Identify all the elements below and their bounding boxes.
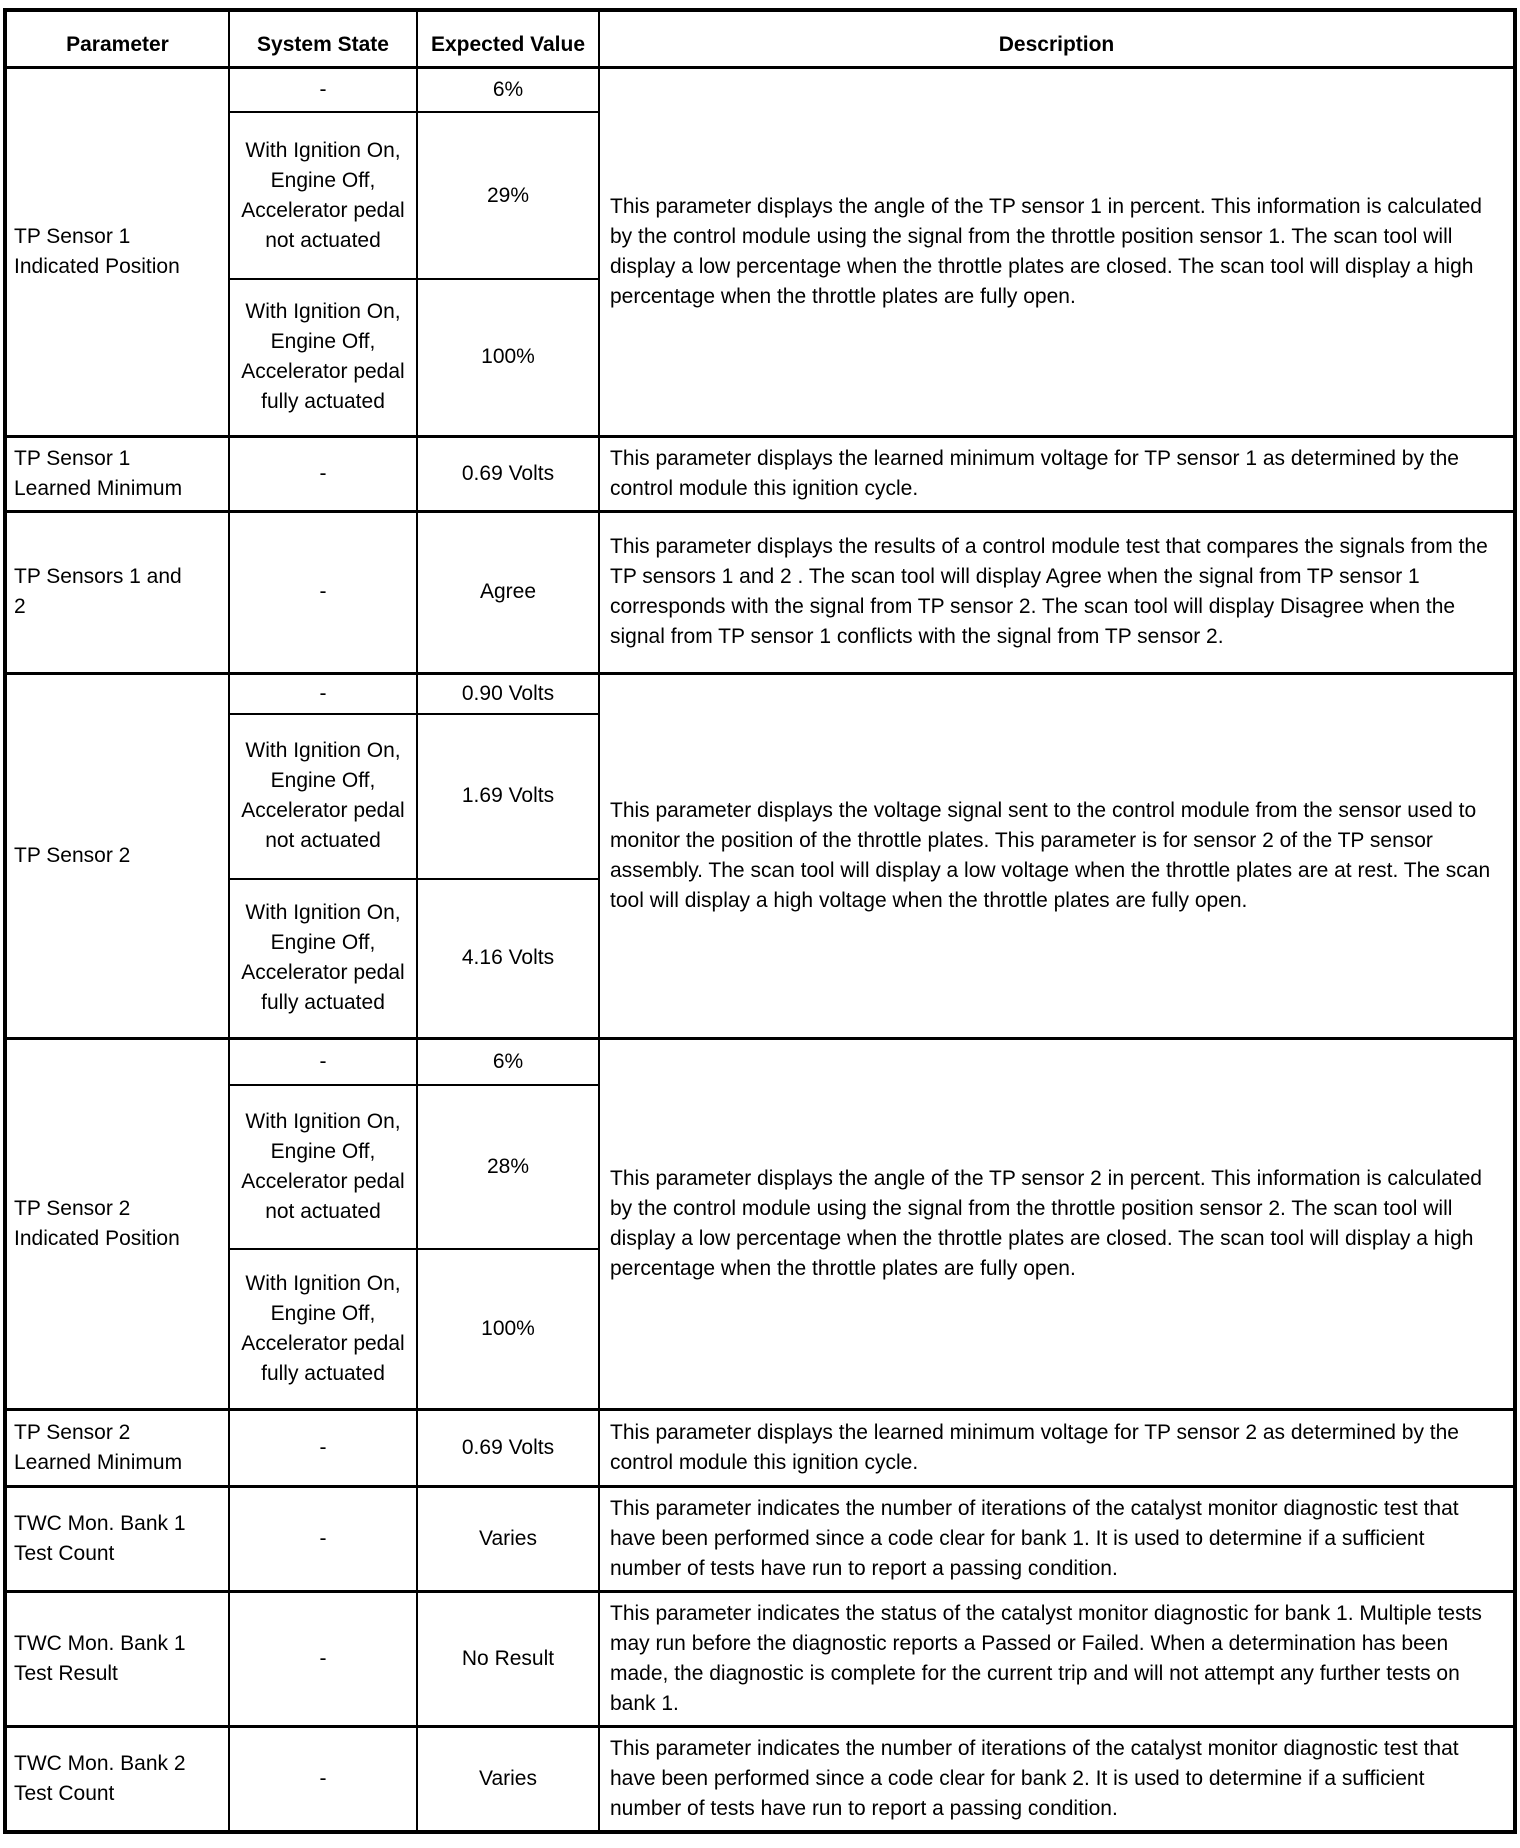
description-cell: This parameter displays the angle of the TP sensor 2 in percent. This information is calculated by the control module using the signal from the throttle position sensor 2. The scan tool will display a low percentage when the throttle plates are closed. The scan tool will display a high percentage when the throttle plates are fully open.	[599, 1039, 1515, 1410]
system-state-cell: -	[229, 1410, 417, 1487]
system-state-cell: -	[229, 67, 417, 112]
parameter-cell: TWC Mon. Bank 2 Test Count	[5, 1727, 229, 1833]
table-row	[5, 1410, 1515, 1487]
system-state-cell: -	[229, 1727, 417, 1833]
parameter-cell: TP Sensor 2 Indicated Position	[5, 1039, 229, 1410]
system-state-cell: With Ignition On, Engine Off, Accelerator pedal not actuated	[229, 1085, 417, 1249]
expected-value-cell: 6%	[417, 67, 599, 112]
table-row	[5, 436, 1515, 511]
table-row	[5, 673, 1515, 714]
table-row	[5, 511, 1515, 673]
system-state-cell: -	[229, 1039, 417, 1085]
scan-tool-parameter-table	[3, 8, 1517, 1834]
expected-value-cell: Agree	[417, 511, 599, 673]
parameter-cell: TP Sensors 1 and 2	[5, 511, 229, 673]
description-cell: This parameter indicates the status of the catalyst monitor diagnostic for bank 1. Multiple tests may run before the diagnostic reports a Passed or Failed. When a determination has been made, the diagnostic is complete for the current trip and will not attempt any further tests on bank 1.	[599, 1592, 1515, 1727]
system-state-cell: -	[229, 673, 417, 714]
col-header-expected-value: Expected Value	[417, 10, 599, 67]
parameter-cell: TP Sensor 1 Learned Minimum	[5, 436, 229, 511]
parameter-cell: TP Sensor 1 Indicated Position	[5, 67, 229, 436]
table-row	[5, 1039, 1515, 1085]
header-row	[5, 10, 1515, 67]
description-cell: This parameter indicates the number of iterations of the catalyst monitor diagnostic test that have been performed since a code clear for bank 1. It is used to determine if a sufficient number of tests have run to report a passing condition.	[599, 1487, 1515, 1592]
description-cell: This parameter displays the voltage signal sent to the control module from the sensor used to monitor the position of the throttle plates. This parameter is for sensor 2 of the TP sensor assembly. The scan tool will display a low voltage when the throttle plates are at rest. The scan tool will display a high voltage when the throttle plates are fully open.	[599, 673, 1515, 1039]
expected-value-cell: 0.90 Volts	[417, 673, 599, 714]
parameter-cell: TWC Mon. Bank 1 Test Result	[5, 1592, 229, 1727]
col-header-description: Description	[599, 10, 1515, 67]
expected-value-cell: 100%	[417, 1249, 599, 1410]
description-cell: This parameter displays the angle of the TP sensor 1 in percent. This information is calculated by the control module using the signal from the throttle position sensor 1. The scan tool will display a low percentage when the throttle plates are closed. The scan tool will display a high percentage when the throttle plates are fully open.	[599, 67, 1515, 436]
system-state-cell: -	[229, 1487, 417, 1592]
expected-value-cell: 29%	[417, 112, 599, 279]
expected-value-cell: No Result	[417, 1592, 599, 1727]
expected-value-cell: 0.69 Volts	[417, 1410, 599, 1487]
table-row	[5, 1487, 1515, 1592]
system-state-cell: -	[229, 436, 417, 511]
expected-value-cell: 0.69 Volts	[417, 436, 599, 511]
table-row	[5, 1592, 1515, 1727]
col-header-system-state: System State	[229, 10, 417, 67]
system-state-cell: With Ignition On, Engine Off, Accelerator pedal not actuated	[229, 714, 417, 879]
expected-value-cell: 1.69 Volts	[417, 714, 599, 879]
system-state-cell: With Ignition On, Engine Off, Accelerator pedal fully actuated	[229, 879, 417, 1039]
system-state-cell: -	[229, 1592, 417, 1727]
description-cell: This parameter indicates the number of iterations of the catalyst monitor diagnostic test that have been performed since a code clear for bank 2. It is used to determine if a sufficient number of tests have run to report a passing condition.	[599, 1727, 1515, 1833]
system-state-cell: -	[229, 511, 417, 673]
parameter-cell: TP Sensor 2 Learned Minimum	[5, 1410, 229, 1487]
expected-value-cell: 28%	[417, 1085, 599, 1249]
expected-value-cell: Varies	[417, 1727, 599, 1833]
description-cell: This parameter displays the learned minimum voltage for TP sensor 2 as determined by the control module this ignition cycle.	[599, 1410, 1515, 1487]
system-state-cell: With Ignition On, Engine Off, Accelerator pedal fully actuated	[229, 279, 417, 436]
col-header-parameter: Parameter	[5, 10, 229, 67]
description-cell: This parameter displays the learned minimum voltage for TP sensor 1 as determined by the control module this ignition cycle.	[599, 436, 1515, 511]
system-state-cell: With Ignition On, Engine Off, Accelerator pedal fully actuated	[229, 1249, 417, 1410]
expected-value-cell: 100%	[417, 279, 599, 436]
expected-value-cell: Varies	[417, 1487, 599, 1592]
table-row	[5, 67, 1515, 112]
system-state-cell: With Ignition On, Engine Off, Accelerator pedal not actuated	[229, 112, 417, 279]
parameter-cell: TP Sensor 2	[5, 673, 229, 1039]
expected-value-cell: 6%	[417, 1039, 599, 1085]
description-cell: This parameter displays the results of a control module test that compares the signals from the TP sensors 1 and 2 . The scan tool will display Agree when the signal from TP sensor 1 corresponds with the signal from TP sensor 2. The scan tool will display Disagree when the signal from TP sensor 1 conflicts with the signal from TP sensor 2.	[599, 511, 1515, 673]
parameter-cell: TWC Mon. Bank 1 Test Count	[5, 1487, 229, 1592]
table-row	[5, 1727, 1515, 1833]
expected-value-cell: 4.16 Volts	[417, 879, 599, 1039]
